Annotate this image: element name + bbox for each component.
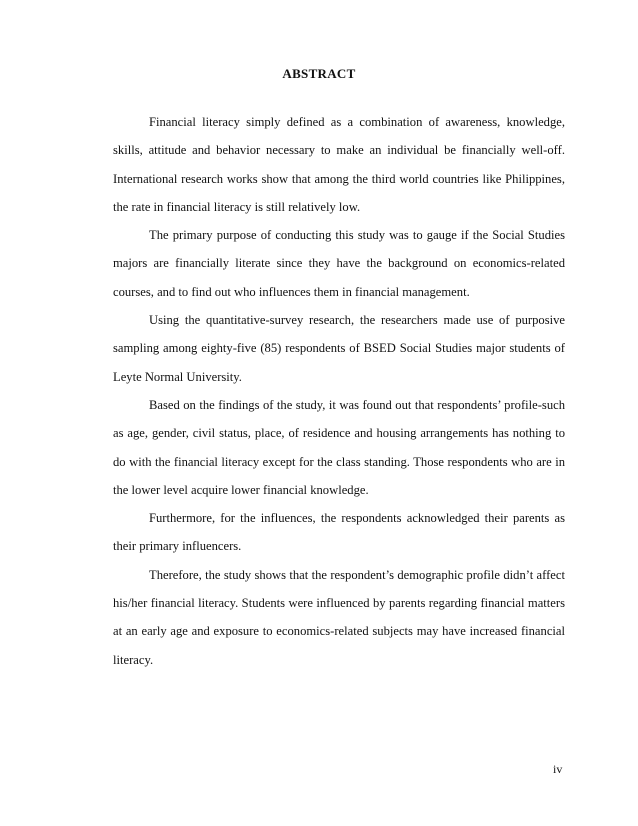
paragraph-purpose: The primary purpose of conducting this study was to gauge if the Social Studies majors are financially literate since they have the background on economics-related courses, and to find out who influences them in financial management. (113, 228, 565, 299)
abstract-title: ABSTRACT (282, 66, 356, 81)
page-number: iv (553, 762, 563, 776)
paragraph-method: Using the quantitative-survey research, the researchers made use of purposive sampling among eighty-five (85) respondents of BSED Social Studies major students of Leyte Normal University. (113, 313, 565, 384)
paragraph-conclusion: Therefore, the study shows that the respondent’s demographic profile didn’t affect his/her financial literacy. Students were influenced by parents regarding financial matters at an early age and exposure to economics-related subjects may have increased financial literacy. (113, 567, 565, 667)
paragraph-influences: Furthermore, for the influences, the respondents acknowledged their parents as their primary influencers. (113, 511, 565, 554)
paragraph-definition: Financial literacy simply defined as a combination of awareness, knowledge, skills, attitude and behavior necessary to make an individual be financially well-off. International research works show that among the third world countries like Philippines, the rate in financial literacy is still relatively low. (113, 115, 565, 214)
abstract-body (113, 108, 565, 674)
paragraph-findings: Based on the findings of the study, it was found out that respondents’ profile-such as age, gender, civil status, place, of residence and housing arrangements has nothing to do with the financial literacy except for the class standing. Those respondents who are in the lower level acquire lower financial knowledge. (113, 397, 565, 497)
